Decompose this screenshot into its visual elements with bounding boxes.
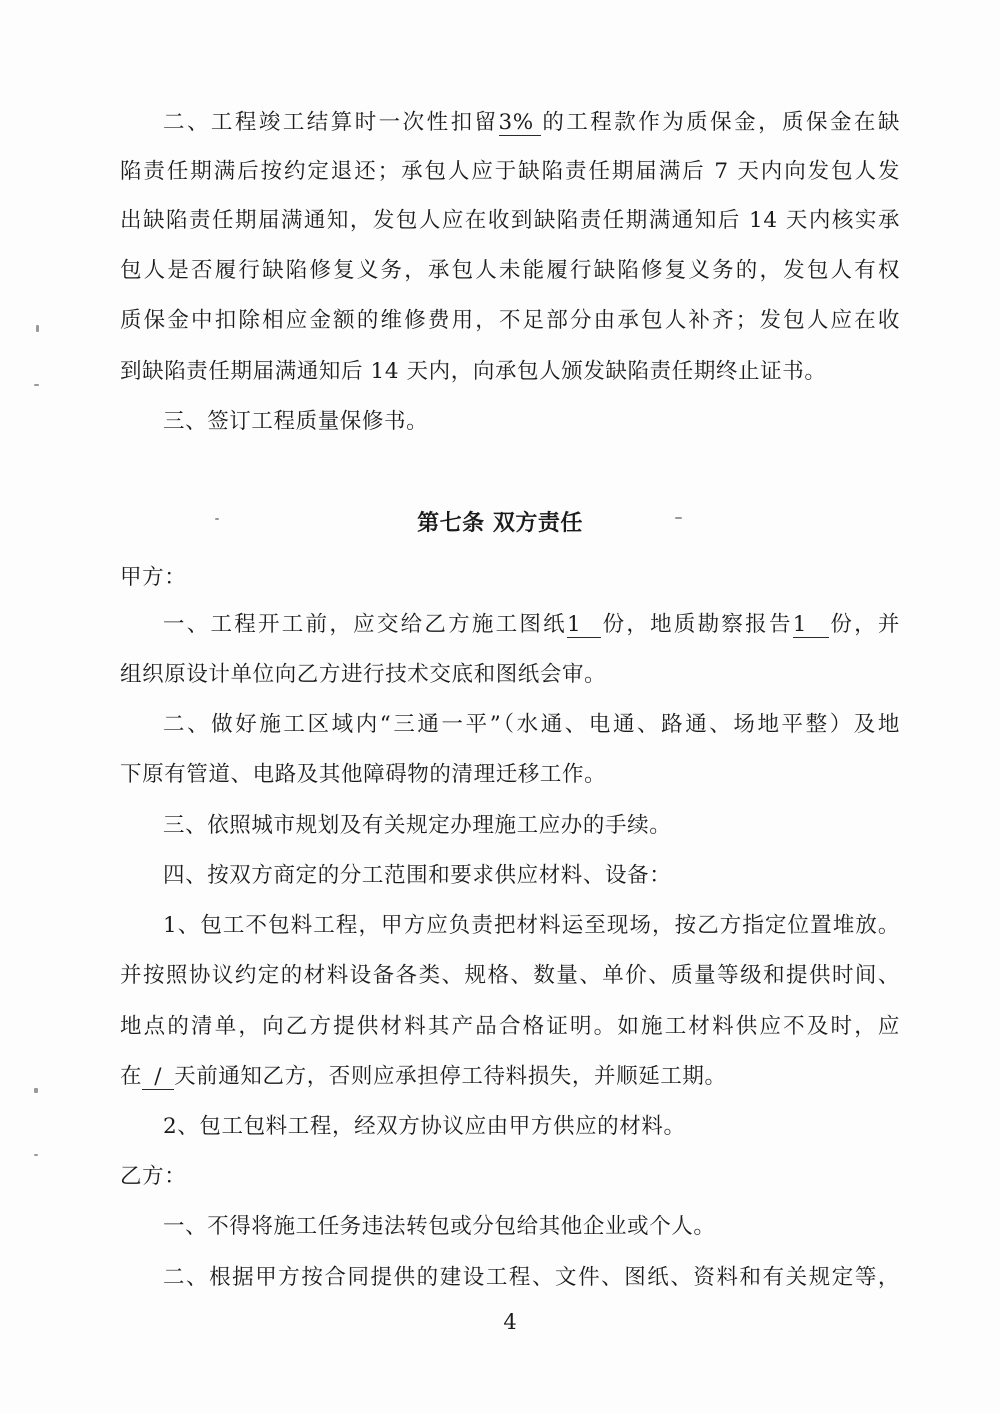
party-a-label: 甲方： bbox=[120, 565, 187, 590]
clause-2-line-5: 质保金中扣除相应金额的维修费用，不足部分由承包人补齐；发包人应在收 bbox=[120, 308, 900, 333]
party-a-item-4: 四、按双方商定的分工范围和要求供应材料、设备： bbox=[163, 863, 672, 888]
party-a-item-4-1-line-3: 地点的清单，向乙方提供材料其产品合格证明。如施工材料供应不及时，应 bbox=[120, 1014, 900, 1039]
party-a-item-4-1-line-2: 并按照协议约定的材料设备各类、规格、数量、单价、质量等级和提供时间、 bbox=[120, 963, 900, 988]
party-b-item-2-line-1: 二、根据甲方按合同提供的建设工程、文件、图纸、资料和有关规定等， bbox=[163, 1265, 900, 1290]
party-b-label: 乙方： bbox=[120, 1164, 187, 1189]
party-a-item-2-line-2: 下原有管道、电路及其他障碍物的清理迁移工作。 bbox=[120, 762, 607, 787]
drawings-copies-blank: 1 bbox=[567, 613, 601, 638]
clause-2-line-4: 包人是否履行缺陷修复义务，承包人未能履行缺陷修复义务的，发包人有权 bbox=[120, 258, 900, 283]
clause-2-text-b: 的工程款作为质保金，质保金在缺 bbox=[540, 110, 900, 135]
clause-2-line-1 bbox=[163, 108, 900, 138]
notice-days-blank: / bbox=[142, 1065, 174, 1090]
party-b-item-1: 一、不得将施工任务违法转包或分包给其他企业或个人。 bbox=[163, 1214, 716, 1239]
clause-3-line: 三、签订工程质量保修书。 bbox=[163, 409, 429, 434]
party-a-item-4-1-line-4 bbox=[120, 1062, 900, 1092]
scan-speck bbox=[34, 1154, 38, 1156]
page-number: 4 bbox=[503, 1310, 517, 1334]
survey-report-copies-blank: 1 bbox=[793, 613, 829, 638]
scan-speck bbox=[215, 518, 219, 520]
party-a-item-4-1-text-b: 天前通知乙方，否则应承担停工待料损失，并顺延工期。 bbox=[174, 1064, 727, 1089]
party-a-item-1-line-2: 组织原设计单位向乙方进行技术交底和图纸会审。 bbox=[120, 662, 607, 687]
party-a-item-4-2: 2、包工包料工程，经双方协议应由甲方供应的材料。 bbox=[163, 1114, 686, 1139]
party-a-item-4-1-text-a: 在 bbox=[120, 1064, 143, 1089]
clause-2-text-a: 二、工程竣工结算时一次性扣留 bbox=[163, 110, 499, 135]
scan-speck bbox=[34, 1088, 38, 1093]
clause-2-line-2: 陷责任期满后按约定退还；承包人应于缺陷责任期届满后 7 天内向发包人发 bbox=[120, 159, 900, 184]
party-a-item-2-line-1: 二、做好施工区域内“三通一平”（水通、电通、路通、场地平整）及地 bbox=[163, 712, 900, 737]
clause-2-line-3: 出缺陷责任期届满通知，发包人应在收到缺陷责任期满通知后 14 天内核实承 bbox=[120, 208, 900, 233]
party-a-item-1-line-1 bbox=[163, 610, 900, 640]
article-7-heading: 第七条 双方责任 bbox=[417, 510, 583, 536]
party-a-item-1-text-a: 一、工程开工前，应交给乙方施工图纸 bbox=[163, 612, 567, 637]
party-a-item-3: 三、依照城市规划及有关规定办理施工应办的手续。 bbox=[163, 813, 672, 838]
clause-2-line-6: 到缺陷责任期届满通知后 14 天内，向承包人颁发缺陷责任期终止证书。 bbox=[120, 359, 827, 384]
scan-speck bbox=[36, 325, 39, 332]
scan-speck bbox=[675, 517, 682, 519]
party-a-item-1-text-c: 份，并 bbox=[828, 612, 901, 637]
retention-percent-blank: 3% bbox=[499, 111, 541, 136]
party-a-item-1-text-b: 份，地质勘察报告 bbox=[600, 612, 793, 637]
scan-speck bbox=[34, 384, 39, 386]
party-a-item-4-1-line-1: 1、包工不包料工程，甲方应负责把材料运至现场，按乙方指定位置堆放。 bbox=[163, 913, 900, 938]
